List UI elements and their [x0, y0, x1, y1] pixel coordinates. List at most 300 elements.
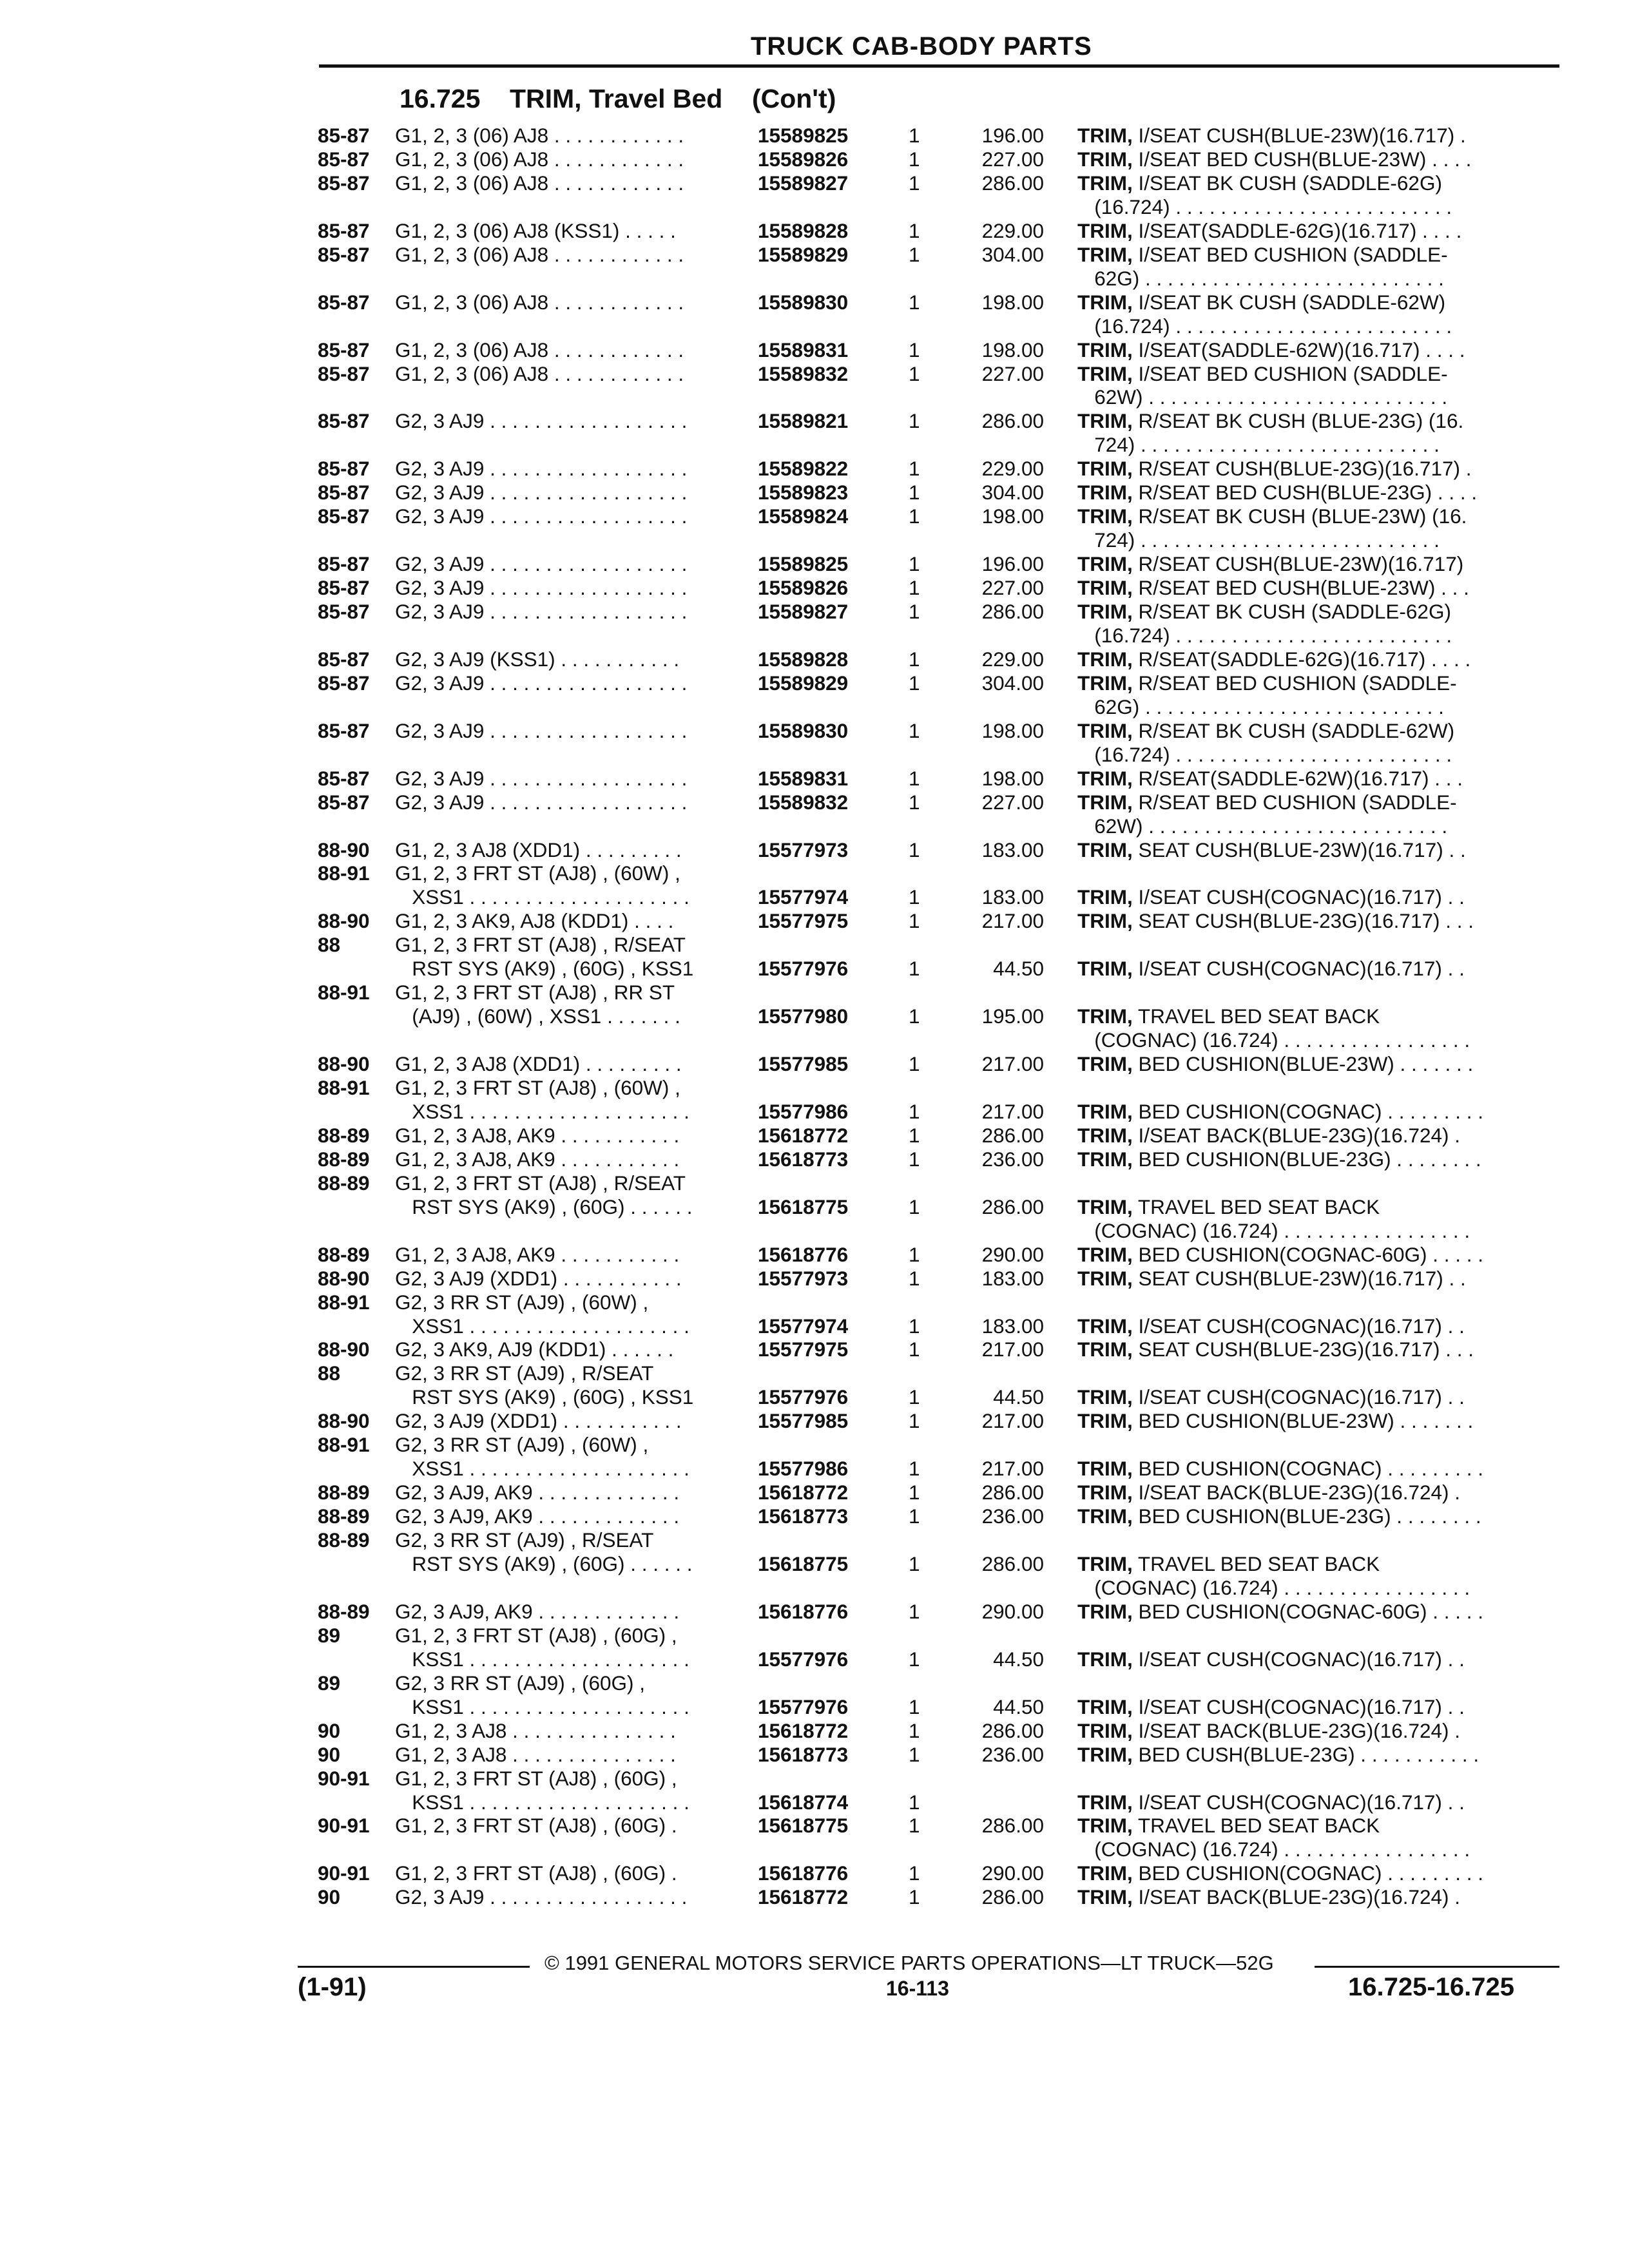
year-range: 90-91 [318, 1766, 370, 1790]
year-range: 88-89 [318, 1123, 370, 1147]
description-text: R/SEAT BK CUSH (SADDLE-62G) [1132, 600, 1451, 623]
description-text: (COGNAC) (16.724) . . . . . . . . . . . . . . . . . [1077, 1218, 1470, 1242]
year-range: 85-87 [318, 576, 370, 600]
model-desc: RST SYS (AK9) , (60G) , KSS1 [395, 1385, 694, 1409]
price: 198.00 [981, 505, 1044, 528]
description-noun: TRIM, [1077, 1790, 1133, 1814]
price: 183.00 [981, 885, 1044, 909]
part-description [1077, 1219, 1470, 1243]
description-text: I/SEAT CUSH(COGNAC)(16.717) . . [1132, 1790, 1465, 1814]
description-text: SEAT CUSH(BLUE-23W)(16.717) . . [1132, 838, 1466, 861]
description-text: I/SEAT BK CUSH (SADDLE-62G) [1132, 171, 1442, 195]
part-description [1077, 1791, 1465, 1814]
model-desc: G2, 3 AJ9 . . . . . . . . . . . . . . . . . . [395, 409, 688, 433]
description-text: I/SEAT CUSH(COGNAC)(16.717) . . [1132, 1314, 1465, 1338]
year-range: 88-91 [318, 1433, 370, 1457]
model-desc: RST SYS (AK9) , (60G) , KSS1 [395, 957, 694, 981]
quantity: 1 [909, 1123, 920, 1147]
price: 217.00 [981, 1338, 1044, 1361]
quantity: 1 [909, 647, 920, 671]
header-rule [319, 64, 1559, 68]
quantity: 1 [909, 361, 920, 385]
year-range: 90 [318, 1718, 341, 1742]
price: 198.00 [981, 338, 1044, 361]
footer-section-range: 16.725-16.725 [1348, 1973, 1515, 2001]
description-noun: TRIM, [1077, 1385, 1133, 1409]
price: 286.00 [981, 1552, 1044, 1575]
price: 290.00 [981, 1599, 1044, 1623]
description-noun: TRIM, [1077, 171, 1133, 195]
part-description [1077, 1838, 1470, 1861]
price: 229.00 [981, 218, 1044, 242]
part-description [1077, 1457, 1483, 1481]
model-desc: G2, 3 RR ST (AJ9) , (60G) , [395, 1671, 646, 1695]
description-text: I/SEAT CUSH(COGNAC)(16.717) . . [1132, 1647, 1465, 1671]
year-range: 88-91 [318, 1076, 370, 1099]
part-description [1077, 1385, 1465, 1409]
description-text: BED CUSHION(COGNAC-60G) . . . . . [1132, 1599, 1484, 1623]
description-noun: TRIM, [1077, 576, 1133, 600]
quantity: 1 [909, 218, 920, 242]
description-noun: TRIM, [1077, 361, 1133, 385]
price: 217.00 [981, 1457, 1044, 1481]
year-range: 88-89 [318, 1599, 370, 1623]
model-desc: G1, 2, 3 FRT ST (AJ8) , R/SEAT [395, 933, 686, 957]
description-text: R/SEAT CUSH(BLUE-23G)(16.717) . [1132, 457, 1472, 481]
model-desc: G1, 2, 3 (06) AJ8 . . . . . . . . . . . . [395, 147, 684, 171]
description-noun: TRIM, [1077, 338, 1133, 361]
description-text: (COGNAC) (16.724) . . . . . . . . . . . . . . . . . [1077, 1028, 1470, 1052]
part-description [1077, 148, 1471, 171]
description-noun: TRIM, [1077, 457, 1133, 481]
quantity: 1 [909, 718, 920, 742]
quantity: 1 [909, 1266, 920, 1290]
price: 286.00 [981, 1885, 1044, 1909]
year-range: 88-89 [318, 1147, 370, 1171]
footer-copyright: © 1991 GENERAL MOTORS SERVICE PARTS OPERATIONS—LT TRUCK—52G [545, 1952, 1274, 1974]
part-number: 15618772 [758, 1718, 849, 1742]
description-noun: TRIM, [1077, 1647, 1133, 1671]
model-desc: RST SYS (AK9) , (60G) . . . . . . [395, 1195, 693, 1218]
description-text: R/SEAT(SADDLE-62G)(16.717) . . . . [1132, 647, 1471, 671]
quantity: 1 [909, 838, 920, 861]
quantity: 1 [909, 457, 920, 481]
description-text: R/SEAT BED CUSHION (SADDLE- [1132, 790, 1457, 814]
model-desc: G2, 3 AJ9 . . . . . . . . . . . . . . . . . . [395, 1885, 688, 1909]
price: 195.00 [981, 1004, 1044, 1028]
quantity: 1 [909, 242, 920, 266]
part-number: 15589826 [758, 576, 849, 600]
price: 290.00 [981, 1861, 1044, 1885]
model-desc: G1, 2, 3 AJ8 (XDD1) . . . . . . . . . [395, 1052, 682, 1076]
year-range: 88 [318, 933, 341, 957]
quantity: 1 [909, 1742, 920, 1766]
quantity: 1 [909, 600, 920, 623]
part-number: 15618776 [758, 1242, 849, 1266]
part-description [1077, 624, 1452, 648]
description-text: BED CUSHION(COGNAC-60G) . . . . . [1132, 1242, 1484, 1266]
quantity: 1 [909, 1409, 920, 1433]
year-range: 88-90 [318, 838, 370, 861]
model-desc: G1, 2, 3 (06) AJ8 . . . . . . . . . . . . [395, 242, 684, 266]
quantity: 1 [909, 909, 920, 933]
year-range: 88-89 [318, 1242, 370, 1266]
description-text: R/SEAT CUSH(BLUE-23W)(16.717) [1132, 552, 1464, 576]
model-desc: G1, 2, 3 AJ8, AK9 . . . . . . . . . . . [395, 1242, 680, 1266]
quantity: 1 [909, 481, 920, 505]
description-text: R/SEAT BED CUSHION (SADDLE- [1132, 671, 1457, 695]
quantity: 1 [909, 1790, 920, 1814]
price: 286.00 [981, 1195, 1044, 1218]
quantity: 1 [909, 790, 920, 814]
part-description [1077, 1600, 1483, 1624]
part-description [1077, 195, 1452, 219]
part-description [1077, 1004, 1380, 1028]
description-noun: TRIM, [1077, 218, 1133, 242]
price: 44.50 [993, 957, 1044, 981]
part-description [1077, 124, 1466, 148]
description-text: I/SEAT BACK(BLUE-23G)(16.724) . [1132, 1123, 1461, 1147]
part-number: 15577973 [758, 838, 849, 861]
description-text: I/SEAT CUSH(COGNAC)(16.717) . . [1132, 1385, 1465, 1409]
year-range: 90-91 [318, 1861, 370, 1885]
price: 229.00 [981, 647, 1044, 671]
quantity: 1 [909, 1457, 920, 1481]
price: 217.00 [981, 1409, 1044, 1433]
model-desc: G1, 2, 3 AK9, AJ8 (KDD1) . . . . [395, 909, 674, 933]
description-noun: TRIM, [1077, 242, 1133, 266]
part-number: 15589831 [758, 766, 849, 790]
part-description [1077, 1743, 1479, 1767]
price: 286.00 [981, 1814, 1044, 1838]
part-number: 15618775 [758, 1552, 849, 1575]
description-noun: TRIM, [1077, 766, 1133, 790]
description-text: TRAVEL BED SEAT BACK [1132, 1814, 1380, 1838]
part-description [1077, 528, 1440, 552]
description-noun: TRIM, [1077, 1266, 1133, 1290]
description-text: TRAVEL BED SEAT BACK [1132, 1004, 1380, 1028]
part-number: 15577974 [758, 885, 849, 909]
part-number: 15577976 [758, 1695, 849, 1718]
description-text: I/SEAT CUSH(COGNAC)(16.717) . . [1132, 957, 1465, 981]
model-desc: G1, 2, 3 FRT ST (AJ8) , (60G) . [395, 1861, 677, 1885]
model-desc: KSS1 . . . . . . . . . . . . . . . . . . . . [395, 1647, 689, 1671]
model-desc: G1, 2, 3 (06) AJ8 . . . . . . . . . . . . [395, 171, 684, 195]
quantity: 1 [909, 1147, 920, 1171]
quantity: 1 [909, 1885, 920, 1909]
quantity: 1 [909, 1695, 920, 1718]
part-description [1077, 814, 1447, 838]
part-description [1077, 719, 1454, 743]
quantity: 1 [909, 1195, 920, 1218]
description-text: SEAT CUSH(BLUE-23W)(16.717) . . [1132, 1266, 1466, 1290]
description-text: BED CUSHION(COGNAC) . . . . . . . . . [1132, 1457, 1484, 1481]
description-noun: TRIM, [1077, 1004, 1133, 1028]
quantity: 1 [909, 766, 920, 790]
part-description [1077, 957, 1465, 981]
part-number: 15618775 [758, 1195, 849, 1218]
year-range: 85-87 [318, 505, 370, 528]
part-description [1077, 171, 1442, 195]
part-number: 15618773 [758, 1742, 849, 1766]
description-text: BED CUSHION(BLUE-23G) . . . . . . . . [1132, 1147, 1481, 1171]
year-range: 88-90 [318, 1052, 370, 1076]
model-desc: G1, 2, 3 AJ8 (XDD1) . . . . . . . . . [395, 838, 682, 861]
footer-page-number: 16-113 [886, 1977, 949, 2000]
price: 44.50 [993, 1385, 1044, 1409]
part-number: 15618772 [758, 1123, 849, 1147]
description-noun: TRIM, [1077, 838, 1133, 861]
description-text: R/SEAT BED CUSH(BLUE-23W) . . . [1132, 576, 1469, 600]
model-desc: XSS1 . . . . . . . . . . . . . . . . . . . . [395, 1457, 689, 1481]
description-text: BED CUSHION(BLUE-23W) . . . . . . . [1132, 1052, 1474, 1076]
description-noun: TRIM, [1077, 647, 1133, 671]
part-number: 15577985 [758, 1052, 849, 1076]
year-range: 85-87 [318, 552, 370, 576]
quantity: 1 [909, 1314, 920, 1338]
model-desc: G2, 3 AJ9, AK9 . . . . . . . . . . . . . [395, 1599, 680, 1623]
model-desc: G2, 3 AJ9 . . . . . . . . . . . . . . . . . . [395, 481, 688, 505]
description-text: (COGNAC) (16.724) . . . . . . . . . . . . . . . . . [1077, 1575, 1470, 1599]
part-number: 15589829 [758, 242, 849, 266]
year-range: 85-87 [318, 338, 370, 361]
description-noun: TRIM, [1077, 1123, 1133, 1147]
description-text: (COGNAC) (16.724) . . . . . . . . . . . . . . . . . [1077, 1838, 1470, 1861]
model-desc: G2, 3 AJ9 . . . . . . . . . . . . . . . . . . [395, 671, 688, 695]
description-noun: TRIM, [1077, 409, 1133, 433]
part-description [1077, 1885, 1460, 1909]
model-desc: G2, 3 AJ9 . . . . . . . . . . . . . . . . . . [395, 457, 688, 481]
model-desc: G2, 3 AJ9 . . . . . . . . . . . . . . . . . . [395, 552, 688, 576]
description-noun: TRIM, [1077, 1718, 1133, 1742]
description-noun: TRIM, [1077, 1457, 1133, 1481]
quantity: 1 [909, 1599, 920, 1623]
price: 227.00 [981, 361, 1044, 385]
model-desc: (AJ9) , (60W) , XSS1 . . . . . . . [395, 1004, 680, 1028]
quantity: 1 [909, 1338, 920, 1361]
year-range: 90 [318, 1885, 341, 1909]
year-range: 88-91 [318, 981, 370, 1004]
description-text: 62G) . . . . . . . . . . . . . . . . . . . . . . . . . . . [1077, 695, 1444, 718]
price: 217.00 [981, 909, 1044, 933]
quantity: 1 [909, 957, 920, 981]
model-desc: G1, 2, 3 (06) AJ8 . . . . . . . . . . . . [395, 290, 684, 314]
description-noun: TRIM, [1077, 885, 1133, 909]
description-text: I/SEAT BACK(BLUE-23G)(16.724) . [1132, 1481, 1461, 1504]
quantity: 1 [909, 1385, 920, 1409]
part-description [1077, 267, 1444, 291]
year-range: 85-87 [318, 600, 370, 623]
price: 44.50 [993, 1695, 1044, 1718]
quantity: 1 [909, 1647, 920, 1671]
price: 196.00 [981, 124, 1044, 147]
description-text: BED CUSH(BLUE-23G) . . . . . . . . . . . [1132, 1742, 1480, 1766]
price: 236.00 [981, 1147, 1044, 1171]
year-range: 88-89 [318, 1528, 370, 1552]
description-text: R/SEAT BED CUSH(BLUE-23G) . . . . [1132, 481, 1478, 505]
model-desc: G1, 2, 3 FRT ST (AJ8) , (60G) , [395, 1623, 677, 1647]
part-description [1077, 385, 1447, 409]
year-range: 85-87 [318, 766, 370, 790]
quantity: 1 [909, 1099, 920, 1123]
part-description [1077, 1267, 1466, 1291]
description-noun: TRIM, [1077, 1742, 1133, 1766]
part-description [1077, 909, 1474, 933]
part-description [1077, 1052, 1473, 1076]
part-description [1077, 314, 1452, 338]
model-desc: G2, 3 AK9, AJ9 (KDD1) . . . . . . [395, 1338, 674, 1361]
description-text: (16.724) . . . . . . . . . . . . . . . . . . . . . . . . . [1077, 195, 1452, 218]
quantity: 1 [909, 1718, 920, 1742]
footer-date: (1-91) [298, 1973, 367, 2001]
part-description [1077, 552, 1463, 576]
price: 304.00 [981, 242, 1044, 266]
year-range: 88-89 [318, 1171, 370, 1195]
description-text: I/SEAT BK CUSH (SADDLE-62W) [1132, 290, 1446, 314]
part-number: 15577975 [758, 909, 849, 933]
description-noun: TRIM, [1077, 124, 1133, 147]
part-description [1077, 1861, 1483, 1885]
part-description [1077, 695, 1444, 719]
description-text: I/SEAT BED CUSH(BLUE-23W) . . . . [1132, 147, 1472, 171]
quantity: 1 [909, 671, 920, 695]
price: 183.00 [981, 1314, 1044, 1338]
model-desc: G2, 3 AJ9 . . . . . . . . . . . . . . . . . . [395, 576, 688, 600]
description-noun: TRIM, [1077, 1147, 1133, 1171]
model-desc: G1, 2, 3 FRT ST (AJ8) , (60G) . [395, 1814, 677, 1838]
model-desc: G2, 3 AJ9 . . . . . . . . . . . . . . . . . . [395, 505, 688, 528]
description-text: R/SEAT BK CUSH (BLUE-23G) (16. [1132, 409, 1464, 433]
part-number: 15589826 [758, 147, 849, 171]
model-desc: G2, 3 AJ9, AK9 . . . . . . . . . . . . . [395, 1504, 680, 1528]
description-text: (16.724) . . . . . . . . . . . . . . . . . . . . . . . . . [1077, 314, 1452, 338]
quantity: 1 [909, 124, 920, 147]
part-description [1077, 576, 1469, 600]
quantity: 1 [909, 409, 920, 433]
year-range: 88-91 [318, 861, 370, 885]
part-number: 15618772 [758, 1885, 849, 1909]
price: 286.00 [981, 171, 1044, 195]
description-text: R/SEAT(SADDLE-62W)(16.717) . . . [1132, 766, 1463, 790]
description-text: BED CUSHION(BLUE-23G) . . . . . . . . [1132, 1504, 1481, 1528]
description-text: I/SEAT BED CUSHION (SADDLE- [1132, 361, 1448, 385]
part-description [1077, 1243, 1483, 1267]
part-number: 15618776 [758, 1861, 849, 1885]
description-text: (16.724) . . . . . . . . . . . . . . . . . . . . . . . . . [1077, 623, 1452, 647]
description-text: I/SEAT BACK(BLUE-23G)(16.724) . [1132, 1885, 1461, 1909]
description-noun: TRIM, [1077, 957, 1133, 981]
description-text: I/SEAT BED CUSHION (SADDLE- [1132, 242, 1448, 266]
part-description [1077, 362, 1448, 386]
description-noun: TRIM, [1077, 1552, 1133, 1575]
part-number: 15618775 [758, 1814, 849, 1838]
year-range: 85-87 [318, 147, 370, 171]
description-text: SEAT CUSH(BLUE-23G)(16.717) . . . [1132, 1338, 1474, 1361]
year-range: 90 [318, 1742, 341, 1766]
description-noun: TRIM, [1077, 1242, 1133, 1266]
part-description [1077, 219, 1461, 243]
price: 183.00 [981, 838, 1044, 861]
model-desc: G1, 2, 3 (06) AJ8 . . . . . . . . . . . . [395, 124, 684, 147]
year-range: 85-87 [318, 361, 370, 385]
year-range: 89 [318, 1671, 341, 1695]
part-description [1077, 1409, 1473, 1433]
part-number: 15589830 [758, 718, 849, 742]
description-text: 62W) . . . . . . . . . . . . . . . . . . . . . . . . . . . [1077, 385, 1448, 409]
part-description [1077, 1148, 1481, 1171]
part-description [1077, 600, 1451, 624]
part-description [1077, 243, 1448, 267]
price: 290.00 [981, 1242, 1044, 1266]
description-noun: TRIM, [1077, 147, 1133, 171]
description-noun: TRIM, [1077, 671, 1133, 695]
price: 286.00 [981, 409, 1044, 433]
quantity: 1 [909, 505, 920, 528]
quantity: 1 [909, 290, 920, 314]
price: 227.00 [981, 790, 1044, 814]
part-description [1077, 1195, 1380, 1219]
price: 286.00 [981, 1481, 1044, 1504]
quantity: 1 [909, 1552, 920, 1575]
model-desc: G2, 3 AJ9 (KSS1) . . . . . . . . . . . [395, 647, 680, 671]
part-description [1077, 671, 1457, 695]
description-text: R/SEAT BK CUSH (SADDLE-62W) [1132, 718, 1455, 742]
description-noun: TRIM, [1077, 1409, 1133, 1433]
model-desc: G2, 3 AJ9 . . . . . . . . . . . . . . . . . . [395, 718, 688, 742]
description-text: SEAT CUSH(BLUE-23G)(16.717) . . . [1132, 909, 1474, 933]
model-desc: G1, 2, 3 AJ8, AK9 . . . . . . . . . . . [395, 1123, 680, 1147]
price: 286.00 [981, 1123, 1044, 1147]
part-description [1077, 1719, 1460, 1743]
part-number: 15589821 [758, 409, 849, 433]
part-description [1077, 885, 1465, 909]
part-description [1077, 1100, 1483, 1124]
quantity: 1 [909, 171, 920, 195]
description-text: 724) . . . . . . . . . . . . . . . . . . . . . . . . . . . [1077, 433, 1440, 457]
description-noun: TRIM, [1077, 718, 1133, 742]
price: 236.00 [981, 1504, 1044, 1528]
model-desc: G1, 2, 3 (06) AJ8 (KSS1) . . . . . [395, 218, 676, 242]
year-range: 88-90 [318, 1338, 370, 1361]
quantity: 1 [909, 1814, 920, 1838]
footer-rule-right [1315, 1966, 1559, 1968]
part-number: 15589831 [758, 338, 849, 361]
year-range: 85-87 [318, 718, 370, 742]
model-desc: XSS1 . . . . . . . . . . . . . . . . . . . . [395, 885, 689, 909]
description-text: I/SEAT(SADDLE-62G)(16.717) . . . . [1132, 218, 1462, 242]
part-number: 15589823 [758, 481, 849, 505]
description-noun: TRIM, [1077, 1861, 1133, 1885]
model-desc: G1, 2, 3 FRT ST (AJ8) , (60W) , [395, 1076, 680, 1099]
description-noun: TRIM, [1077, 1481, 1133, 1504]
part-description [1077, 1504, 1481, 1528]
price: 198.00 [981, 718, 1044, 742]
year-range: 88-89 [318, 1481, 370, 1504]
part-number: 15589827 [758, 600, 849, 623]
part-number: 15589830 [758, 290, 849, 314]
model-desc: G2, 3 AJ9, AK9 . . . . . . . . . . . . . [395, 1481, 680, 1504]
part-description [1077, 1695, 1465, 1719]
year-range: 85-87 [318, 671, 370, 695]
description-noun: TRIM, [1077, 1504, 1133, 1528]
description-text: I/SEAT CUSH(COGNAC)(16.717) . . [1132, 1695, 1465, 1718]
part-number: 15589829 [758, 671, 849, 695]
part-number: 15589825 [758, 552, 849, 576]
model-desc: G1, 2, 3 (06) AJ8 . . . . . . . . . . . . [395, 338, 684, 361]
description-text: I/SEAT(SADDLE-62W)(16.717) . . . . [1132, 338, 1465, 361]
part-description [1077, 743, 1452, 767]
price: 227.00 [981, 576, 1044, 600]
